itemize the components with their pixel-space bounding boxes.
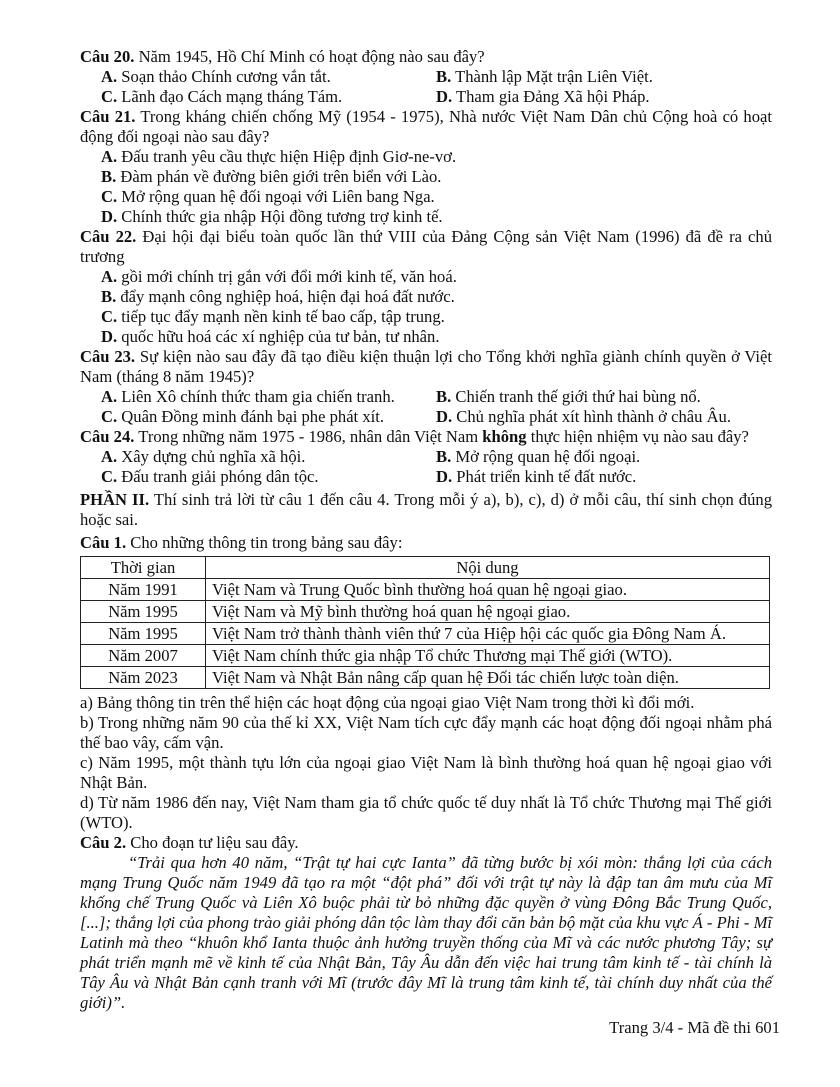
part2-question-2 (80, 833, 772, 1013)
question-20 (80, 47, 772, 107)
option-c: C. Lãnh đạo Cách mạng tháng Tám. (101, 87, 343, 106)
exam-content (80, 47, 772, 1013)
question-label: Câu 1. (80, 533, 127, 552)
question-label: Câu 22. (80, 227, 137, 246)
question-label: Câu 2. (80, 833, 127, 852)
question-text-end: thực hiện nhiệm vụ nào sau đây? (530, 427, 749, 446)
table-cell-time: Năm 1991 (81, 579, 206, 601)
option-d: D. quốc hữu hoá các xí nghiệp của tư bản, tư nhân. (101, 327, 440, 346)
question-22 (80, 227, 772, 347)
part-2-instructions (80, 490, 772, 530)
table-cell-content: Việt Nam và Trung Quốc bình thường hoá quan hệ ngoại giao. (206, 579, 770, 601)
table-header-time: Thời gian (81, 557, 206, 579)
option-c: C. Mở rộng quan hệ đối ngoại với Liên bang Nga. (101, 187, 435, 206)
source-quote: “Trải qua hơn 40 năm, “Trật tự hai cực Ianta” đã từng bước bị xói mòn: thắng lợi của cách mạng Trung Quốc năm 1949 đã tạo ra một “đột phá” đối với trật tự này là đập tan âm mưu của Mĩ khống chế Trung Quốc và Liên Xô buộc phải từ bỏ những đặc quyền ở vùng Đông Bắc Trung Quốc, [...]; thắng lợi của phong trào giải phóng dân tộc làm thay đổi căn bản bộ mặt của khu vực Á - Phi - Mĩ Latinh mà theo “khuôn khổ Ianta thuộc ảnh hưởng truyền thống của Mĩ và các nước phương Tây; sự phát triển mạnh mẽ về kinh tế của Nhật Bản, Tây Âu dẫn đến việc hai trung tâm kinh tế - tài chính là Tây Âu và Nhật Bản cạnh tranh với Mĩ (trước đây Mĩ là trung tâm kinh tế, tài chính duy nhất của thế giới)”. (80, 853, 772, 1012)
table-cell-time: Năm 1995 (81, 623, 206, 645)
table-row (81, 667, 770, 689)
question-text: Năm 1945, Hồ Chí Minh có hoạt động nào sau đây? (138, 47, 485, 66)
table-cell-content: Việt Nam và Mỹ bình thường hoá quan hệ ngoại giao. (206, 601, 770, 623)
table-cell-content: Việt Nam chính thức gia nhập Tổ chức Thương mại Thế giới (WTO). (206, 645, 770, 667)
part-label: PHẦN II. (80, 490, 150, 509)
table-cell-content: Việt Nam trở thành thành viên thứ 7 của Hiệp hội các quốc gia Đông Nam Á. (206, 623, 770, 645)
table-cell-content: Việt Nam và Nhật Bản nâng cấp quan hệ Đối tác chiến lược toàn diện. (206, 667, 770, 689)
table-row (81, 579, 770, 601)
question-label: Câu 20. (80, 47, 135, 66)
table-cell-time: Năm 2023 (81, 667, 206, 689)
statement-c: c) Năm 1995, một thành tựu lớn của ngoại giao Việt Nam là bình thường hoá quan hệ ngoại giao với Nhật Bản. (80, 753, 772, 792)
question-text: Cho những thông tin trong bảng sau đây: (130, 533, 403, 552)
option-b: B. Mở rộng quan hệ đối ngoại. (436, 447, 641, 466)
option-d: D. Chủ nghĩa phát xít hình thành ở châu Âu. (436, 407, 731, 426)
option-d: D. Phát triển kinh tế đất nước. (436, 467, 637, 486)
question-label: Câu 21. (80, 107, 136, 126)
option-a: A. Đấu tranh yêu cầu thực hiện Hiệp định Giơ-ne-vơ. (101, 147, 457, 166)
statement-d: d) Từ năm 1986 đến nay, Việt Nam tham gia tổ chức quốc tế duy nhất là Tổ chức Thương mại Thế giới (WTO). (80, 793, 772, 832)
question-text: Cho đoạn tư liệu sau đây. (130, 833, 299, 852)
option-c: C. tiếp tục đẩy mạnh nền kinh tế bao cấp, tập trung. (101, 307, 445, 326)
question-text: Sự kiện nào sau đây đã tạo điều kiện thuận lợi cho Tổng khởi nghĩa giành chính quyền ở Việt Nam (tháng 8 năm 1945)? (80, 347, 773, 386)
question-text: Trong những năm 1975 - 1986, nhân dân Việt Nam (138, 427, 479, 446)
option-d: D. Chính thức gia nhập Hội đồng tương trợ kinh tế. (101, 207, 443, 226)
question-label: Câu 23. (80, 347, 136, 366)
option-a: A. gồi mới chính trị gắn với đổi mới kinh tế, văn hoá. (101, 267, 457, 286)
option-d: D. Tham gia Đảng Xã hội Pháp. (436, 87, 650, 106)
info-table (80, 556, 770, 689)
table-row (81, 601, 770, 623)
table-header-content: Nội dung (206, 557, 770, 579)
page-footer: Trang 3/4 - Mã đề thi 601 (609, 1018, 780, 1037)
part-text: Thí sinh trả lời từ câu 1 đến câu 4. Trong mỗi ý a), b), c), d) ở mỗi câu, thí sinh chọn đúng hoặc sai. (80, 490, 772, 529)
table-row (81, 645, 770, 667)
question-text: Đại hội đại biểu toàn quốc lần thứ VIII của Đảng Cộng sản Việt Nam (1996) đã đề ra chủ trương (80, 227, 772, 266)
option-b: B. đẩy mạnh công nghiệp hoá, hiện đại hoá đất nước. (101, 287, 455, 306)
option-c: C. Đấu tranh giải phóng dân tộc. (101, 467, 319, 486)
question-label: Câu 24. (80, 427, 135, 446)
option-a: A. Liên Xô chính thức tham gia chiến tranh. (101, 387, 395, 406)
table-cell-time: Năm 2007 (81, 645, 206, 667)
table-row (81, 623, 770, 645)
statement-a: a) Bảng thông tin trên thể hiện các hoạt động của ngoại giao Việt Nam trong thời kì đổi mới. (80, 693, 695, 712)
table-cell-time: Năm 1995 (81, 601, 206, 623)
question-text: Trong kháng chiến chống Mỹ (1954 - 1975), Nhà nước Việt Nam Dân chủ Cộng hoà có hoạt động đối ngoại nào sau đây? (80, 107, 772, 146)
option-a: A. Soạn thảo Chính cương vắn tắt. (101, 67, 331, 86)
option-b: B. Đàm phán về đường biên giới trên biển với Lào. (101, 167, 442, 186)
part2-question-1 (80, 533, 772, 833)
option-a: A. Xây dựng chủ nghĩa xã hội. (101, 447, 306, 466)
option-c: C. Quân Đồng minh đánh bại phe phát xít. (101, 407, 384, 426)
question-24 (80, 427, 772, 487)
table-header-row (81, 557, 770, 579)
question-23 (80, 347, 772, 427)
statement-b: b) Trong những năm 90 của thế kỉ XX, Việt Nam tích cực đẩy mạnh các hoạt động đối ngoại nhằm phá thế bao vây, cấm vận. (80, 713, 772, 752)
question-21 (80, 107, 772, 227)
question-emphasis: không (482, 427, 527, 446)
option-b: B. Chiến tranh thế giới thứ hai bùng nổ. (436, 387, 701, 406)
option-b: B. Thành lập Mặt trận Liên Việt. (436, 67, 653, 86)
